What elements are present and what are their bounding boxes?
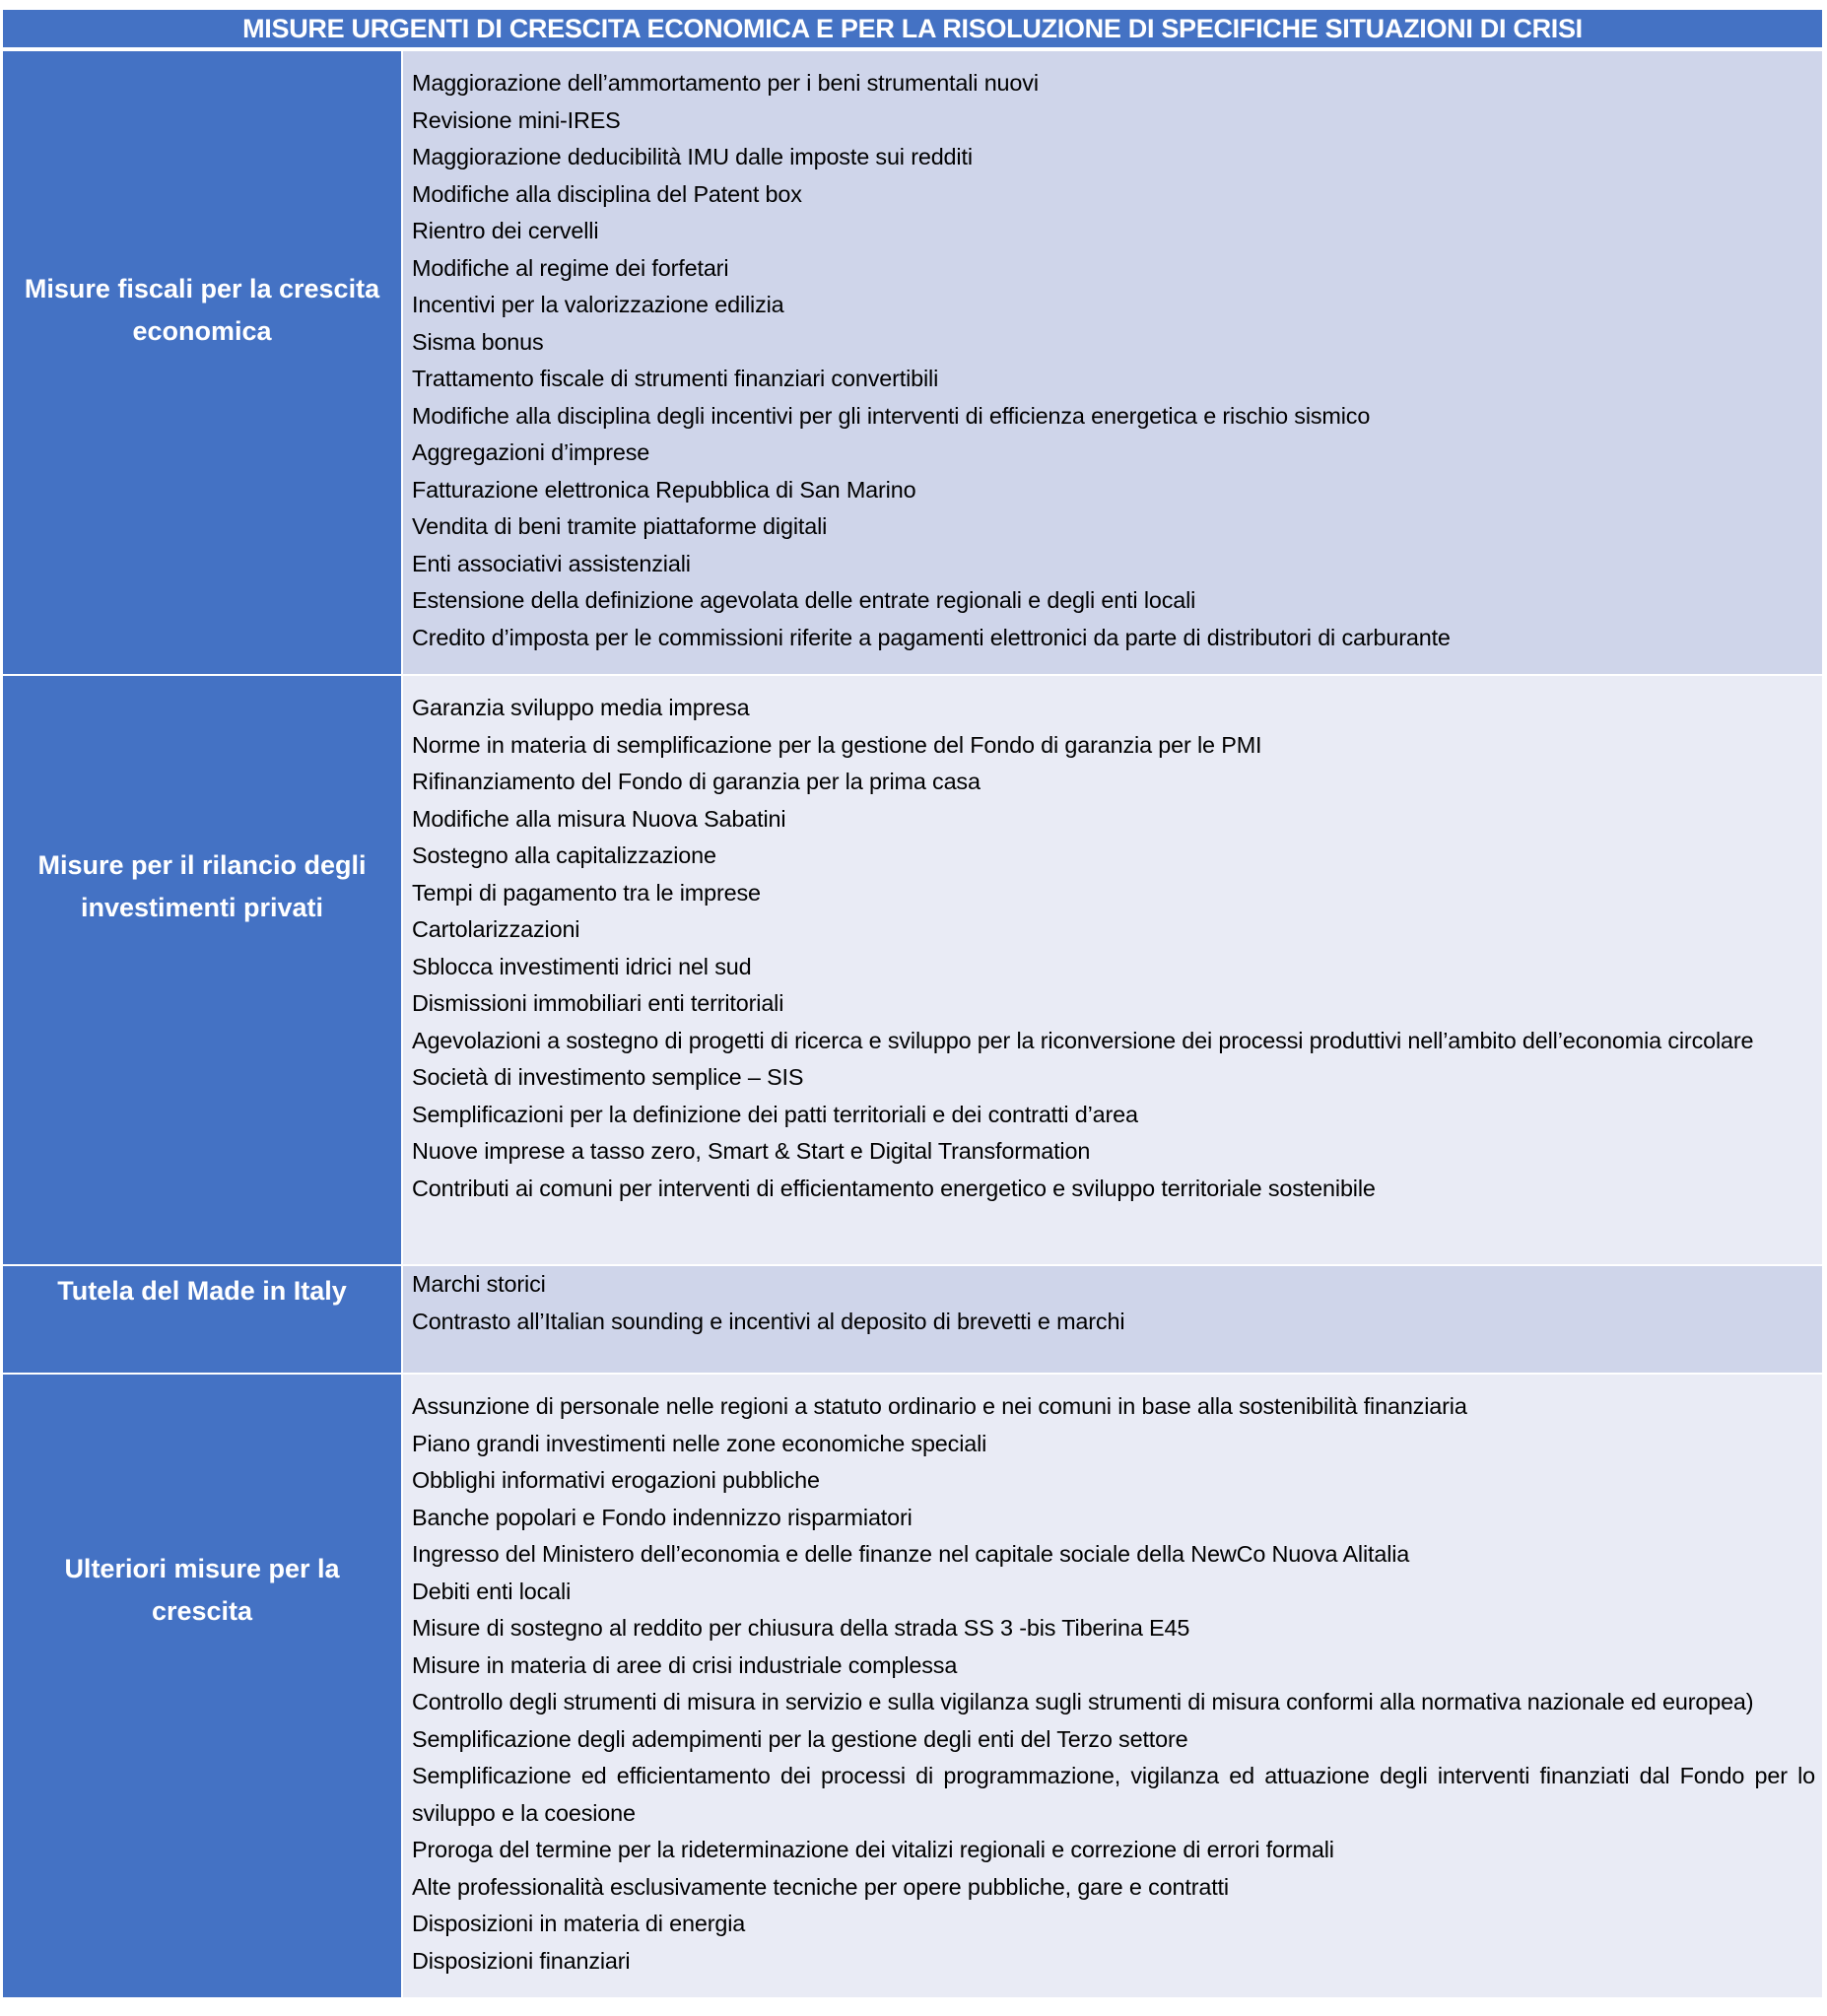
table-row-misure-fiscali bbox=[3, 51, 1822, 674]
list-item: Maggiorazione deducibilità IMU dalle imposte sui redditi bbox=[412, 144, 973, 169]
list-item: Controllo degli strumenti di misura in servizio e sulla vigilanza sugli strumenti di misura conformi alla normativa nazionale ed europea) bbox=[412, 1689, 1754, 1714]
list-item: Rientro dei cervelli bbox=[412, 218, 599, 243]
list-item: Modifiche alla disciplina degli incentivi per gli interventi di efficienza energetica e rischio sismico bbox=[412, 402, 1371, 429]
list-item: Vendita di beni tramite piattaforme digitali bbox=[412, 513, 828, 539]
section-label-text: Tutela del Made in Italy bbox=[57, 1276, 347, 1306]
list-item: Credito d’imposta per le commissioni riferite a pagamenti elettronici da parte di distributori di carburante bbox=[412, 624, 1451, 650]
list-item: Rifinanziamento del Fondo di garanzia per la prima casa bbox=[412, 769, 981, 794]
list-item: Modifiche alla disciplina del Patent box bbox=[412, 180, 802, 207]
section-items bbox=[403, 676, 1822, 1264]
section-items bbox=[403, 51, 1822, 674]
list-item: Dismissioni immobiliari enti territoriali bbox=[412, 990, 784, 1016]
list-item: Contributi ai comuni per interventi di efficientamento energetico e sviluppo territoriale sostenibile bbox=[412, 1175, 1376, 1201]
list-item: Proroga del termine per la rideterminazione dei vitalizi regionali e correzione di errori formali bbox=[412, 1837, 1334, 1862]
list-item: Semplificazione ed efficientamento dei processi di programmazione, vigilanza ed attuazione degli interventi finanziati dal Fondo per lo sviluppo e la coesione bbox=[412, 1763, 1815, 1826]
list-item: Disposizioni in materia di energia bbox=[412, 1911, 746, 1936]
table-row-made-in-italy bbox=[3, 1266, 1822, 1373]
list-item: Alte professionalità esclusivamente tecniche per opere pubbliche, gare e contratti bbox=[412, 1873, 1229, 1900]
list-item: Aggregazioni d’imprese bbox=[412, 439, 650, 465]
section-label bbox=[3, 1266, 401, 1373]
list-item: Trattamento fiscale di strumenti finanziari convertibili bbox=[412, 366, 939, 391]
section-items bbox=[403, 1375, 1822, 1997]
list-item: Semplificazioni per la definizione dei patti territoriali e dei contratti d’area bbox=[412, 1101, 1138, 1127]
list-item: Debiti enti locali bbox=[412, 1578, 572, 1604]
list-item: Misure in materia di aree di crisi industriale complessa bbox=[412, 1651, 958, 1678]
list-item: Nuove imprese a tasso zero, Smart & Start e Digital Transformation bbox=[412, 1138, 1091, 1164]
list-item: Agevolazioni a sostegno di progetti di ricerca e sviluppo per la riconversione dei processi produttivi nell’ambito dell’economia circolare bbox=[412, 1027, 1754, 1053]
list-item: Fatturazione elettronica Repubblica di San Marino bbox=[412, 476, 916, 503]
list-item: Modifiche al regime dei forfetari bbox=[412, 254, 729, 281]
list-item: Tempi di pagamento tra le imprese bbox=[412, 879, 761, 906]
list-item: Incentivi per la valorizzazione edilizia bbox=[412, 292, 784, 317]
list-item: Maggiorazione dell’ammortamento per i beni strumentali nuovi bbox=[412, 70, 1039, 96]
list-item: Società di investimento semplice – SIS bbox=[412, 1064, 804, 1090]
section-label-text: Misure fiscali per la crescita economica bbox=[24, 274, 380, 346]
list-item: Contrasto all’Italian sounding e incentivi al deposito di brevetti e marchi bbox=[412, 1308, 1125, 1334]
list-item: Garanzia sviluppo media impresa bbox=[412, 695, 750, 720]
list-item: Cartolarizzazioni bbox=[412, 916, 580, 942]
list-item: Banche popolari e Fondo indennizzo risparmiatori bbox=[412, 1504, 913, 1530]
section-label bbox=[3, 676, 401, 1264]
list-item: Norme in materia di semplificazione per la gestione del Fondo di garanzia per le PMI bbox=[412, 731, 1262, 758]
table-row-ulteriori-misure bbox=[3, 1375, 1822, 1997]
table-row-rilancio-investimenti bbox=[3, 676, 1822, 1264]
list-item: Obblighi informativi erogazioni pubbliche bbox=[412, 1467, 820, 1493]
section-label-text: Ulteriori misure per la crescita bbox=[64, 1554, 340, 1626]
list-item: Assunzione di personale nelle regioni a statuto ordinario e nei comuni in base alla sostenibilità finanziaria bbox=[412, 1393, 1467, 1419]
section-label-text: Misure per il rilancio degli investimenti privati bbox=[37, 850, 367, 922]
list-item: Disposizioni finanziari bbox=[412, 1947, 631, 1974]
list-item: Estensione della definizione agevolata delle entrate regionali e degli enti locali bbox=[412, 587, 1196, 613]
list-item: Marchi storici bbox=[412, 1271, 546, 1297]
section-items bbox=[403, 1266, 1822, 1373]
list-item: Ingresso del Ministero dell’economia e delle finanze nel capitale sociale della NewCo Nuova Alitalia bbox=[412, 1541, 1410, 1567]
section-label bbox=[3, 51, 401, 674]
list-item: Sisma bonus bbox=[412, 328, 544, 355]
list-item: Semplificazione degli adempimenti per la gestione degli enti del Terzo settore bbox=[412, 1725, 1188, 1752]
list-item: Revisione mini-IRES bbox=[412, 106, 621, 133]
section-label bbox=[3, 1375, 401, 1997]
list-item: Sostegno alla capitalizzazione bbox=[412, 842, 716, 868]
list-item: Modifiche alla misura Nuova Sabatini bbox=[412, 805, 786, 832]
list-item: Sblocca investimenti idrici nel sud bbox=[412, 953, 752, 979]
list-item: Misure di sostegno al reddito per chiusura della strada SS 3 -bis Tiberina E45 bbox=[412, 1615, 1190, 1641]
list-item: Piano grandi investimenti nelle zone economiche speciali bbox=[412, 1430, 987, 1456]
table-title: MISURE URGENTI DI CRESCITA ECONOMICA E PER LA RISOLUZIONE DI SPECIFICHE SITUAZIONI DI CRISI bbox=[3, 10, 1822, 47]
list-item: Enti associativi assistenziali bbox=[412, 550, 691, 576]
